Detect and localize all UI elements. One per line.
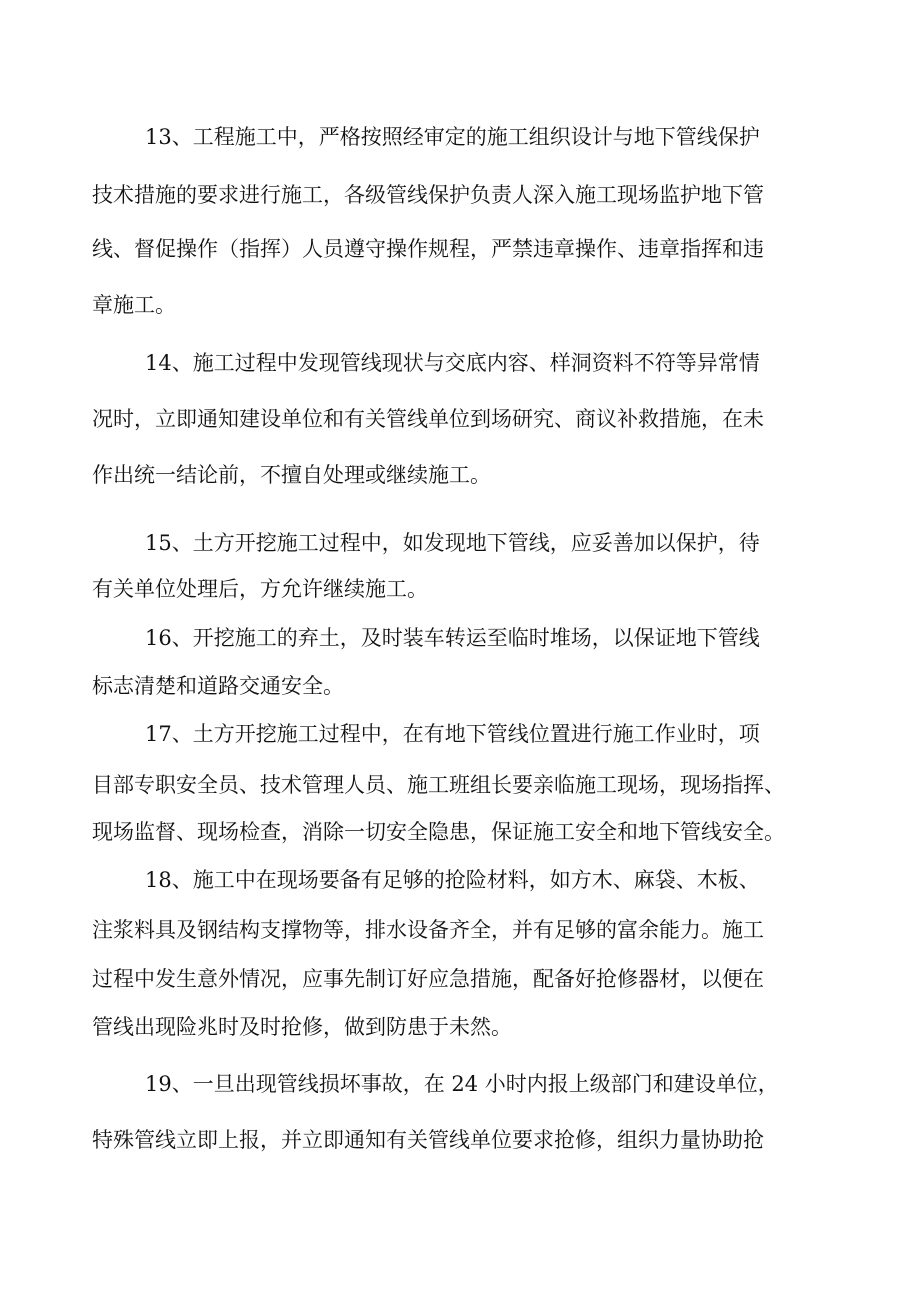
paragraph-line: 线、督促操作（指挥）人员遵守操作规程，严禁违章操作、违章指挥和违: [92, 237, 764, 261]
paragraph-line: 特殊管线立即上报，并立即通知有关管线单位要求抢修，组织力量协助抢: [92, 1128, 764, 1152]
paragraph-line: 作出统一结论前，不擅自处理或继续施工。: [92, 463, 491, 487]
paragraph-line: 况时，立即通知建设单位和有关管线单位到场研究、商议补救措施，在未: [92, 407, 764, 431]
paragraph-line: 13、工程施工中，严格按照经审定的施工组织设计与地下管线保护: [145, 125, 760, 149]
paragraph-line: 管线出现险兆时及时抢修，做到防患于未然。: [92, 1015, 512, 1039]
paragraph-line: 16、开挖施工的弃土，及时装车转运至临时堆场，以保证地下管线: [145, 626, 760, 650]
paragraph-line: 注浆料具及钢结构支撑物等，排水设备齐全，并有足够的富余能力。施工: [92, 918, 764, 942]
paragraph-line: 18、施工中在现场要备有足够的抢险材料，如方木、麻袋、木板、: [145, 868, 760, 892]
paragraph-line: 15、土方开挖施工过程中，如发现地下管线，应妥善加以保护，待: [145, 531, 760, 555]
paragraph-line: 标志清楚和道路交通安全。: [92, 674, 344, 698]
paragraph-line: 目部专职安全员、技术管理人员、施工班组长要亲临施工现场，现场指挥、: [92, 773, 785, 797]
paragraph-line: 技术措施的要求进行施工，各级管线保护负责人深入施工现场监护地下管: [92, 183, 764, 207]
paragraph-line: 过程中发生意外情况，应事先制订好应急措施，配备好抢修器材，以便在: [92, 967, 764, 991]
paragraph-line: 现场监督、现场检查，消除一切安全隐患，保证施工安全和地下管线安全。: [92, 820, 785, 844]
paragraph-line: 17、土方开挖施工过程中，在有地下管线位置进行施工作业时，项: [145, 722, 760, 746]
paragraph-line: 19、一旦出现管线损坏事故，在 24 小时内报上级部门和建设单位，: [145, 1072, 779, 1096]
paragraph-line: 章施工。: [92, 293, 176, 317]
paragraph-line: 14、施工过程中发现管线现状与交底内容、样洞资料不符等异常情: [145, 351, 760, 375]
paragraph-line: 有关单位处理后，方允许继续施工。: [92, 577, 428, 601]
